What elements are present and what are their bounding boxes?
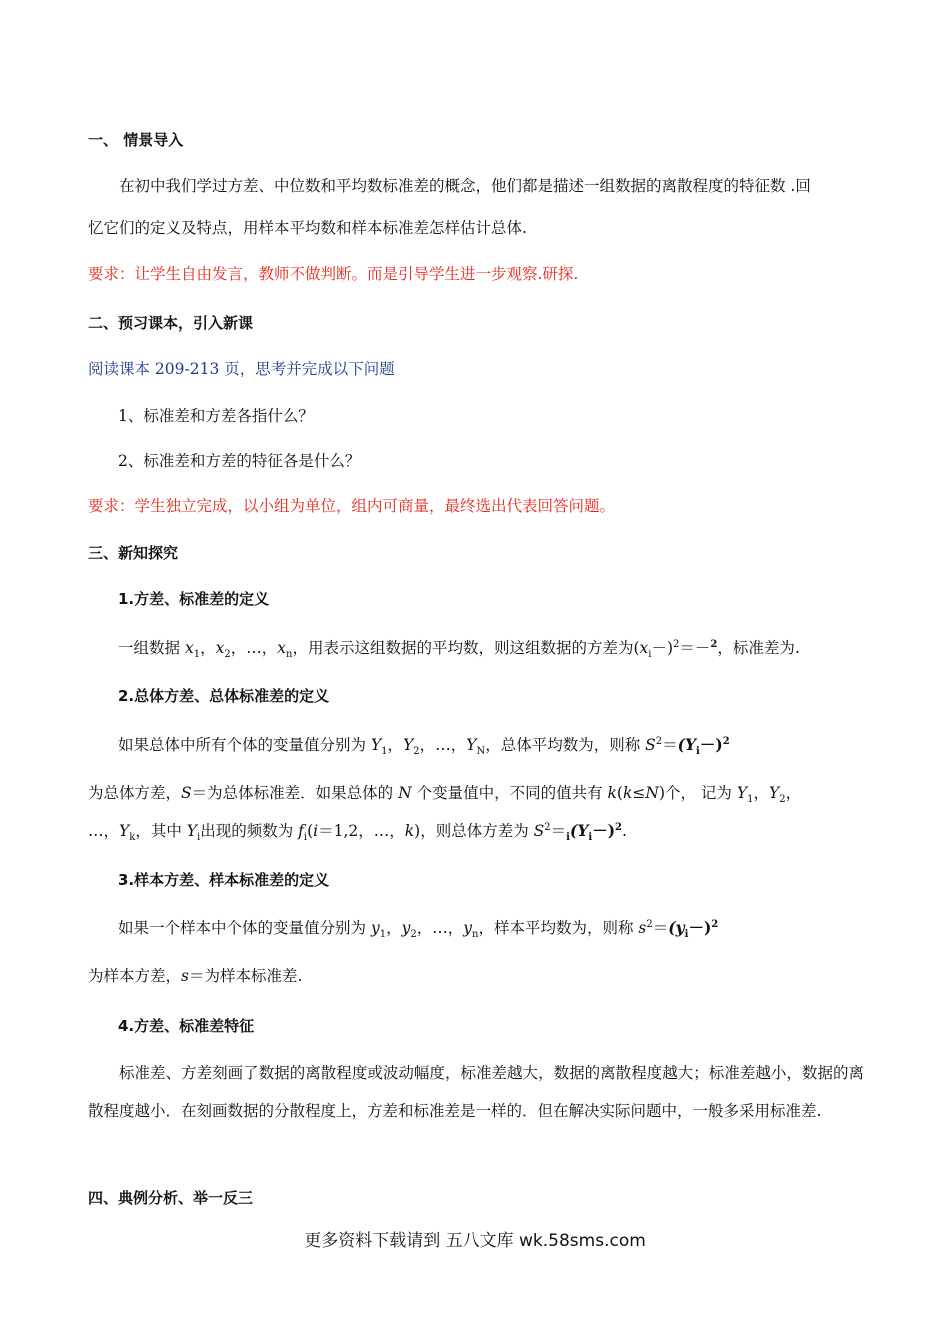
- sub1-definition: 一组数据 $x_1$，$x_2$，…，$x_n$，用表示这组数据的平均数，则这组数据的方差为$(x_i-)^2=-^2$，标准差为.: [118, 638, 800, 661]
- sub4-title: 4.方差、标准差特征: [118, 1017, 255, 1035]
- section2-requirement: 要求：学生独立完成，以小组为单位，组内可商量，最终选出代表回答问题。: [88, 497, 616, 515]
- section1-heading: 一、 情景导入: [88, 131, 184, 149]
- section3-heading: 三、新知探究: [88, 544, 179, 562]
- sub2-line3: …，$Y_k$，其中 $Y_i$出现的频数为 $f_i(i=1,2$，…，k)，则总体方差为 $S^2=_i(Y_i-)^2$.: [88, 821, 627, 844]
- section2-heading: 二、预习课本，引入新课: [88, 314, 254, 332]
- sub2-line2: 为总体方差，S＝为总体标准差．如果总体的 N 个变量值中，不同的值共有 k(k≤N)个， 记为 $Y_1$，$Y_2$，: [88, 784, 802, 806]
- section1-requirement: 要求：让学生自由发言，教师不做判断。而是引导学生进一步观察.研探.: [88, 265, 579, 283]
- section2-reading: 阅读课本 209-213 页，思考并完成以下问题: [88, 360, 395, 378]
- section2-question-1: 1、标准差和方差各指什么？: [118, 407, 314, 425]
- sub1-title: 1.方差、标准差的定义: [118, 590, 270, 608]
- section1-para-line1: 在初中我们学过方差、中位数和平均数标准差的概念，他们都是描述一组数据的离散程度的特征数 .回: [119, 177, 811, 195]
- section2-question-2: 2、标准差和方差的特征各是什么？: [118, 452, 361, 470]
- section1-para-line2: 忆它们的定义及特点，用样本平均数和样本标准差怎样估计总体.: [88, 219, 527, 237]
- sub2-title: 2.总体方差、总体标准差的定义: [118, 687, 330, 705]
- footer-watermark: 更多资料下载请到 五八文库 wk.58sms.com: [304, 1231, 646, 1251]
- section1-paragraph: [88, 168, 864, 246]
- sub2-line1: 如果总体中所有个体的变量值分别为 $Y_1$，$Y_2$，…，$Y_N$，总体平均数为，则称 $S^2=(Y_i-)^2$: [118, 735, 730, 758]
- sub3-line1: 如果一个样本中个体的变量值分别为 $y_1$，$y_2$，…，$y_n$，样本平均数为，则称 $s^2=(y_i-)^2$: [118, 918, 719, 941]
- sub3-title: 3.样本方差、样本标准差的定义: [118, 871, 330, 889]
- sub4-paragraph: 标准差、方差刻画了数据的离散程度或波动幅度，标准差越大，数据的离散程度越大；标准差越小，数据的离散程度越小．在刻画数据的分散程度上，方差和标准差是一样的．但在解决实际问题中，一般多采用标准差.: [88, 1064, 864, 1120]
- section4-heading: 四、典例分析、举一反三: [88, 1189, 254, 1207]
- sub3-line2: 为样本方差，s＝为样本标准差.: [88, 967, 303, 985]
